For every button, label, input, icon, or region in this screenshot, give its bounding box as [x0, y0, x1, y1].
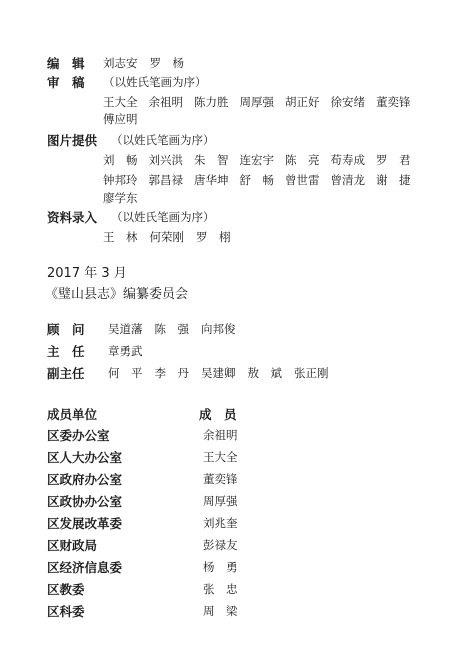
member-unit: 区政协办公室 [47, 494, 123, 509]
director-name: 章勇武 [108, 344, 143, 358]
photographer-name: 郭昌禄 [148, 173, 183, 187]
reviewer-name: 王大全 [103, 95, 138, 109]
editor-label: 编 辑 [47, 56, 85, 71]
photos-names-line3 [103, 190, 138, 206]
member-unit: 区财政局 [47, 538, 98, 553]
photographer-name: 廖学东 [103, 191, 138, 205]
editor-name: 刘志安 [103, 56, 138, 70]
member-name: 杨 勇 [203, 560, 238, 574]
reviewer-name: 傅应明 [103, 112, 138, 126]
deputy-name: 何 平 [108, 366, 143, 380]
reviewer-name: 胡正好 [285, 95, 320, 109]
photographer-name: 舒 畅 [239, 173, 274, 187]
photographer-name: 曾清龙 [330, 173, 365, 187]
publication-date: 2017 年 3 月 [47, 266, 127, 281]
photographer-name: 曾世雷 [285, 173, 320, 187]
reviewer-name: 余祖明 [148, 95, 183, 109]
review-note: （以姓氏笔画为序） [103, 75, 207, 89]
deputy-name: 李 丹 [154, 366, 189, 380]
photographer-name: 苟寿成 [330, 153, 365, 167]
member-name: 彭禄友 [203, 538, 238, 552]
member-name: 周厚强 [203, 494, 238, 508]
reviewer-name: 陈力胜 [194, 95, 229, 109]
member-unit: 区政府办公室 [47, 472, 123, 487]
advisor-label: 顾 问 [47, 322, 85, 337]
photos-names-line2 [103, 172, 411, 188]
photographer-name: 唐华坤 [194, 173, 229, 187]
review-label: 审 稿 [47, 75, 85, 90]
member-unit: 区教委 [47, 582, 85, 597]
member-unit: 区人大办公室 [47, 450, 123, 465]
entry-label: 资料录入 [47, 210, 98, 225]
reviewer-name: 董奕锋 [376, 95, 411, 109]
deputy-name: 吴建卿 [201, 366, 236, 380]
member-unit-header: 成员单位 [47, 407, 98, 422]
member-unit: 区经济信息委 [47, 560, 123, 575]
director-label: 主 任 [47, 344, 85, 359]
deputy-names [108, 365, 329, 381]
photos-names-line1 [103, 152, 411, 168]
member-name: 王大全 [203, 450, 238, 464]
advisor-names [108, 321, 236, 337]
member-header: 成 员 [199, 407, 237, 422]
photographer-name: 陈 亮 [285, 153, 320, 167]
member-name: 董奕锋 [203, 472, 238, 486]
member-unit: 区发展改革委 [47, 516, 123, 531]
advisor-name: 向邦俊 [201, 322, 236, 336]
advisor-name: 吴道藩 [108, 322, 143, 336]
member-unit: 区委办公室 [47, 428, 110, 443]
photographer-name: 刘兴洪 [148, 153, 183, 167]
member-name: 张 忠 [203, 582, 238, 596]
photographer-name: 连宏宇 [239, 153, 274, 167]
photos-label: 图片提供 [47, 133, 98, 148]
photographer-name: 罗 君 [376, 153, 411, 167]
reviewer-name: 周厚强 [239, 95, 274, 109]
member-name: 周 梁 [203, 604, 238, 618]
reviewer-name: 徐安绪 [330, 95, 365, 109]
deputy-name: 张正刚 [294, 366, 329, 380]
photographer-name: 朱 智 [194, 153, 229, 167]
advisor-name: 陈 强 [154, 322, 189, 336]
member-name: 余祖明 [203, 428, 238, 442]
deputy-label: 副主任 [47, 366, 85, 381]
deputy-name: 敖 斌 [247, 366, 282, 380]
review-names-line2 [103, 111, 138, 127]
review-names-line1 [103, 94, 411, 110]
photos-note: （以姓氏笔画为序） [111, 133, 215, 147]
photographer-name: 谢 捷 [376, 173, 411, 187]
entry-name: 王 林 [103, 230, 138, 244]
entry-note: （以姓氏笔画为序） [111, 210, 215, 224]
editor-name: 罗 杨 [149, 56, 184, 70]
director-names [108, 343, 143, 359]
photographer-name: 钟邦玲 [103, 173, 138, 187]
member-name: 刘兆奎 [203, 516, 238, 530]
entry-names [103, 229, 231, 245]
entry-name: 罗 栩 [196, 230, 231, 244]
committee-title: 《璧山县志》编纂委员会 [45, 287, 189, 302]
member-unit: 区科委 [47, 604, 85, 619]
photographer-name: 刘 畅 [103, 153, 138, 167]
editor-names [103, 55, 184, 71]
entry-name: 何荣刚 [149, 230, 184, 244]
